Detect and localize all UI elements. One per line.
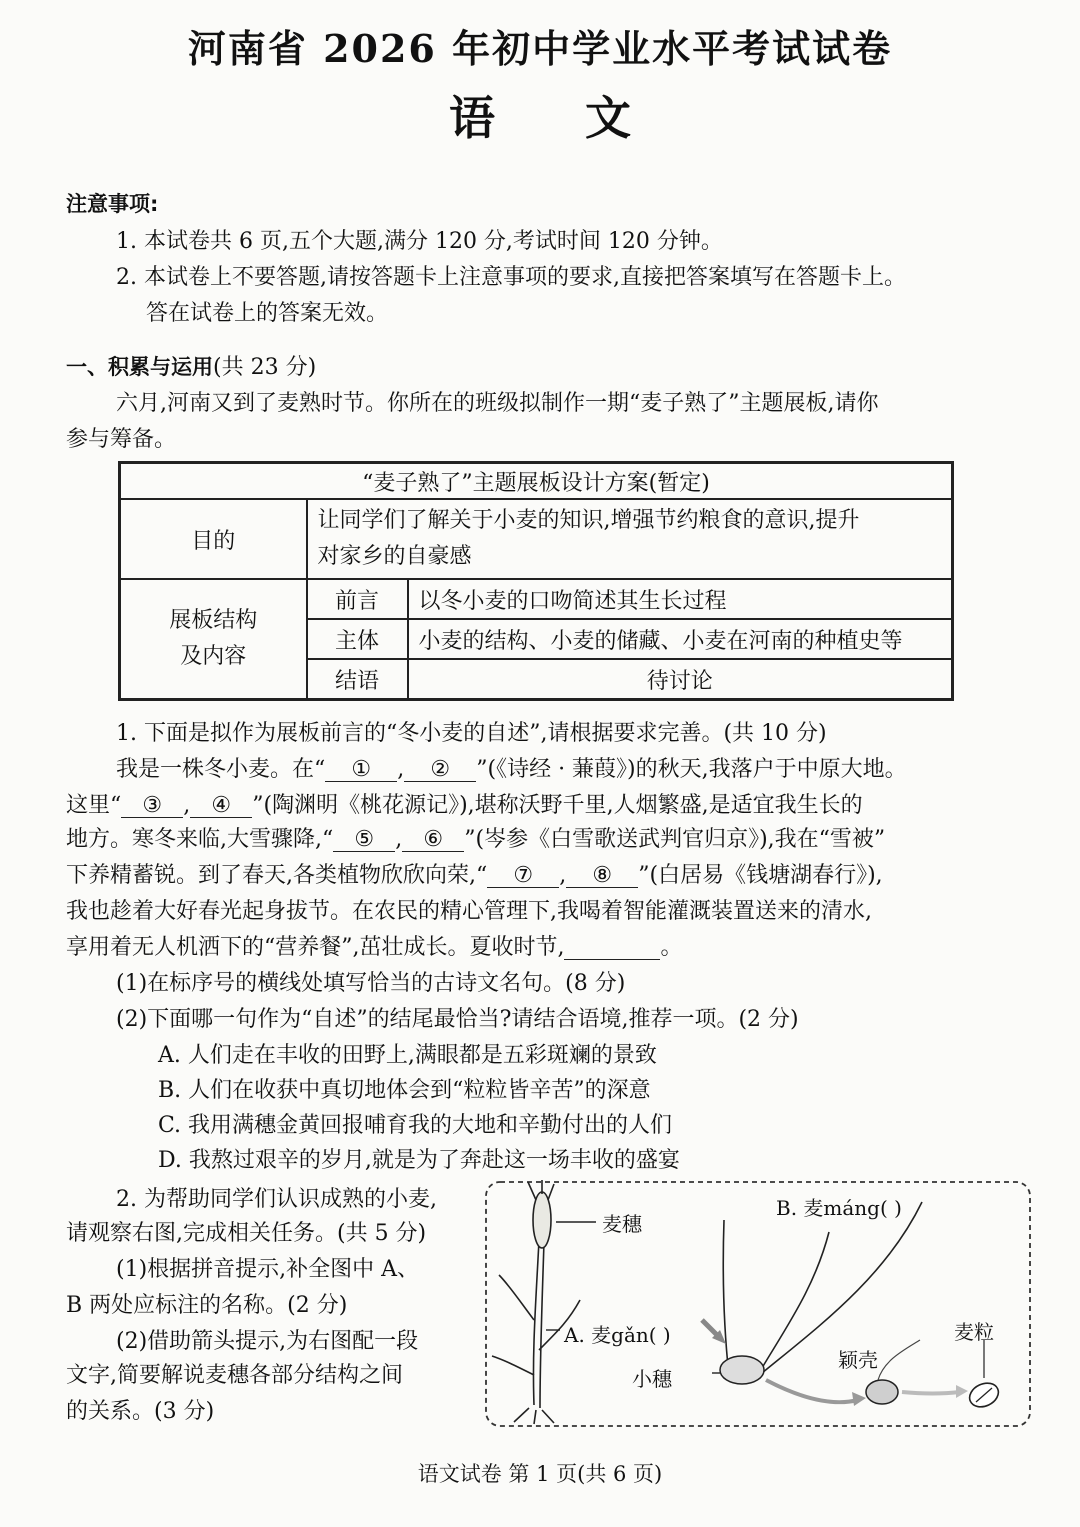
q2-line2: 请观察右图,完成相关任务。(共 5 分) <box>66 1221 427 1246</box>
q2-line6: 文字,简要解说麦穗各部分结构之间 <box>66 1363 403 1388</box>
table-content-body: 小麦的结构、小麦的储藏、小麦在河南的种植史等 <box>408 619 953 659</box>
purpose-label: 目的 <box>120 499 307 579</box>
comma: , <box>559 863 567 888</box>
option-d: D. 我熬过艰辛的岁月,就是为了奔赴这一场丰收的盛宴 <box>158 1148 680 1173</box>
q1-sub1: (1)在标序号的横线处填写恰当的古诗文名句。(8 分) <box>116 971 626 996</box>
awn-line-left <box>723 1220 729 1376</box>
structure-label-line-1: 展板结构 <box>169 608 258 633</box>
q1-passage-line4 <box>66 858 883 889</box>
q2-line4: B 两处应标注的名称。(2 分) <box>66 1293 348 1318</box>
q2-line1: 2. 为帮助同学们认识成熟的小麦, <box>116 1187 437 1212</box>
notice-item-2-cont: 答在试卷上的答案无效。 <box>146 301 389 326</box>
section1-intro-line1: 六月,河南又到了麦熟时节。你所在的班级拟制作一期“麦子熟了”主题展板,请你 <box>116 391 879 416</box>
blank-1: ① <box>325 758 397 782</box>
exam-title: 河南省 2026 年初中学业水平考试试卷 <box>187 26 893 71</box>
table-part-body: 主体 <box>307 619 408 659</box>
blank-8: ⑧ <box>566 864 638 888</box>
q1-passage-line2 <box>66 788 863 819</box>
q1-sub2: (2)下面哪一句作为“自述”的结尾最恰当?请结合语境,推荐一项。(2 分) <box>116 1007 799 1032</box>
q2-line5: (2)借助箭头提示,为右图配一段 <box>116 1329 419 1354</box>
q1-text: 这里“ <box>66 793 122 818</box>
purpose-line-1: 让同学们了解关于小麦的知识,增强节约粮食的意识,提升 <box>317 508 860 533</box>
q1-text: 。 <box>660 935 683 960</box>
q1-text: ”(白居易《钱塘湖春行》), <box>638 863 883 888</box>
blank-6: ⑥ <box>402 828 464 852</box>
comma: , <box>395 827 403 852</box>
plan-table-caption: “麦子熟了”主题展板设计方案(暂定) <box>120 463 953 500</box>
blank-4: ④ <box>190 794 252 818</box>
notice-item-1: 1. 本试卷共 6 页,五个大题,满分 120 分,考试时间 120 分钟。 <box>116 229 723 254</box>
glume-stem <box>878 1340 920 1380</box>
arrow-to-glume <box>766 1380 858 1402</box>
table-part-preface: 前言 <box>307 579 408 619</box>
spikelet-icon <box>720 1356 764 1384</box>
label-a-maigan: A. 麦gǎn( ) <box>564 1323 671 1347</box>
blank-ending <box>564 936 660 960</box>
q1-text: ”(陶渊明《桃花源记》),堪称沃野千里,人烟繁盛,是适宜我生长的 <box>252 793 863 818</box>
section1-heading <box>66 350 316 381</box>
q1-passage-line5: 我也趁着大好春光起身拔节。在农民的精心管理下,我喝着智能灌溉装置送来的清水, <box>66 899 872 924</box>
label-b-maimang: B. 麦máng( ) <box>776 1196 902 1220</box>
comma: , <box>397 757 405 782</box>
label-yingke: 颖壳 <box>838 1348 878 1372</box>
q1-stem: 1. 下面是拟作为展板前言的“冬小麦的自述”,请根据要求完善。(共 10 分) <box>116 721 827 746</box>
arrow-head <box>956 1385 968 1398</box>
subject-title: 语文 <box>449 91 721 145</box>
arrow-to-grain <box>902 1392 960 1394</box>
comma: , <box>183 793 191 818</box>
q1-text: 下养精蓄锐。到了春天,各类植物欣欣向荣,“ <box>66 863 488 888</box>
diagram-border <box>486 1182 1030 1426</box>
q1-text: ”(《诗经 · 蒹葭》)的秋天,我落户于中原大地。 <box>476 757 907 782</box>
arrow-head <box>852 1392 866 1406</box>
label-maili: 麦粒 <box>954 1320 994 1344</box>
structure-label <box>120 579 307 700</box>
blank-5: ⑤ <box>333 828 395 852</box>
option-b: B. 人们在收获中真切地体会到“粒粒皆辛苦”的深意 <box>158 1078 651 1103</box>
option-a: A. 人们走在丰收的田野上,满眼都是五彩斑斓的景致 <box>158 1043 657 1068</box>
purpose-line-2: 对家乡的自豪感 <box>317 544 472 569</box>
wheat-diagram <box>484 1180 1032 1428</box>
q1-text: 地方。寒冬来临,大雪骤降,“ <box>66 827 334 852</box>
q1-passage-line3 <box>66 822 885 853</box>
label-maisui: 麦穗 <box>602 1212 642 1236</box>
q2-line3: (1)根据拼音提示,补全图中 A、 <box>116 1257 420 1282</box>
page-footer: 语文试卷 第 1 页(共 6 页) <box>417 1462 663 1486</box>
q1-passage-line6 <box>66 930 683 961</box>
q2-line7: 的关系。(3 分) <box>66 1399 215 1424</box>
table-content-conclusion: 待讨论 <box>408 659 953 700</box>
label-xiaosui: 小穗 <box>632 1367 672 1391</box>
section1-heading-bold: 一、积累与运用 <box>66 355 213 379</box>
awn-line-mid <box>756 1232 829 1378</box>
q1-text: 享用着无人机洒下的“营养餐”,茁壮成长。夏收时节, <box>66 935 565 960</box>
blank-7: ⑦ <box>487 864 559 888</box>
plan-table <box>118 461 954 701</box>
table-content-preface: 以冬小麦的口吻简述其生长过程 <box>408 579 953 619</box>
blank-2: ② <box>404 758 476 782</box>
notice-heading: 注意事项: <box>66 192 159 216</box>
q1-passage-line1 <box>116 752 907 783</box>
wheat-plant-icon <box>492 1180 580 1424</box>
option-c: C. 我用满穗金黄回报哺育我的大地和辛勤付出的人们 <box>158 1113 673 1138</box>
purpose-content <box>307 499 953 579</box>
section1-heading-score: (共 23 分) <box>213 355 317 380</box>
q1-text: ”(岑参《白雪歌送武判官归京》),我在“雪被” <box>464 827 886 852</box>
structure-label-line-2: 及内容 <box>180 644 247 669</box>
q1-text: 我是一株冬小麦。在“ <box>116 757 326 782</box>
notice-item-2: 2. 本试卷上不要答题,请按答题卡上注意事项的要求,直接把答案填写在答题卡上。 <box>116 265 906 290</box>
glume-icon <box>866 1380 898 1404</box>
section1-intro-line2: 参与筹备。 <box>66 427 177 452</box>
table-part-conclusion: 结语 <box>307 659 408 700</box>
blank-3: ③ <box>121 794 183 818</box>
